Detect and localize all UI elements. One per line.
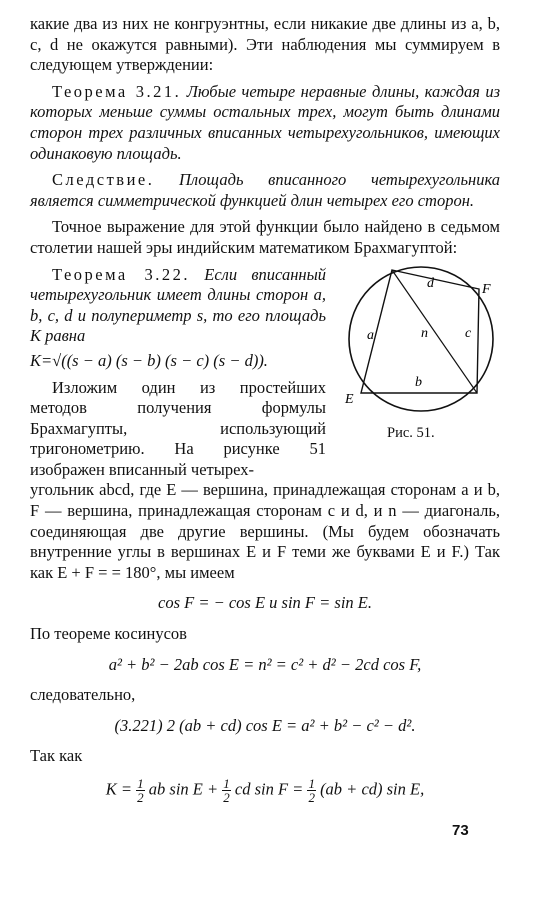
theorem-321-label: Теорема 3.21. (52, 81, 182, 101)
label-c: c (465, 325, 472, 341)
intro-paragraph: какие два из них не конгруэнтны, если никакие две длины из a, b, c, d не окажутся равными). Эти наблюдения мы суммируем в следующем утверждении: (30, 14, 500, 75)
page-number: 73 (452, 822, 469, 839)
figure-caption: Рис. 51. (387, 424, 435, 441)
label-F: F (482, 281, 491, 297)
label-b: b (415, 374, 422, 390)
exact-expression-paragraph: Точное выражение для этой функции было найдено в седьмом столетии нашей эры индийским математиком Брахмагуптой: (30, 217, 500, 257)
simple-method-paragraph: Изложим один из простейших методов получения формулы Брахмагупты, использующий тригонометрию. На рисунке 51 изображен вписанный четырех- (30, 377, 326, 479)
equation-law-of-cosines: a² + b² − 2ab cos E = n² = c² + d² − 2cd cos F, (108, 654, 422, 674)
equation-cos-sin: cos F = − cos E и sin F = sin E. (158, 593, 372, 613)
since-text: Так как (30, 746, 83, 766)
page (30, 14, 500, 814)
therefore-text: следовательно, (30, 685, 136, 705)
fraction-half-1: $\frac{1}{2}$ (137, 776, 144, 805)
theorem-321-text: Любые четыре неравные длины, каждая из которых меньше суммы остальных трех, могут быть длинами сторон трех различных вписанных четырехугольников, имеющих одинаковую площадь. (30, 81, 501, 163)
fraction-half-2: $\frac{1}{2}$ (223, 776, 230, 805)
label-n: n (421, 325, 428, 341)
eq-area-term2: cd sin F = (234, 779, 304, 799)
brahmagupta-formula: K=√((s − a) (s − b) (s − c) (s − d)). (30, 350, 268, 370)
label-d: d (427, 275, 434, 291)
eq-area-term3: (ab + cd) sin E, (320, 779, 425, 799)
corollary (30, 170, 500, 211)
simple-method-continuation: угольник abcd, где E — вершина, принадлежащая сторонам a и b, F — вершина, принадлежащая сторонам c и d, и n — диагональ, соединяющая две другие вершины. (Мы будем обозначать внутренние углы в вершинах E и F теми же буквами E и F.) Так как E + F = = 180°, мы имеем (30, 480, 500, 582)
label-a: a (367, 327, 374, 343)
theorem-322 (30, 265, 326, 347)
equation-area (30, 777, 500, 804)
figure-51 (337, 265, 505, 455)
theorem-figure-block (30, 265, 500, 481)
label-E: E (345, 391, 354, 407)
eq-area-term1: ab sin E + (148, 779, 219, 799)
eq-area-k: K = (105, 779, 133, 799)
law-of-cosines-intro: По теореме косинусов (30, 624, 187, 644)
theorem-322-text: Если вписанный четырехугольник имеет длины сторон a, b, c, d и полупериметр s, то его площадь K равна (30, 264, 326, 346)
theorem-321 (30, 82, 500, 164)
cyclic-quadrilateral-diagram (337, 265, 505, 415)
equation-3221: (3.221) 2 (ab + cd) cos E = a² + b² − c² − d². (114, 715, 416, 735)
corollary-text: Площадь вписанного четырехугольника является симметрической функцией длин четырех его сторон. (30, 170, 500, 210)
corollary-label: Следствие. (52, 170, 155, 190)
theorem-322-label: Теорема 3.22. (52, 264, 191, 284)
fraction-half-3: $\frac{1}{2}$ (308, 776, 315, 805)
